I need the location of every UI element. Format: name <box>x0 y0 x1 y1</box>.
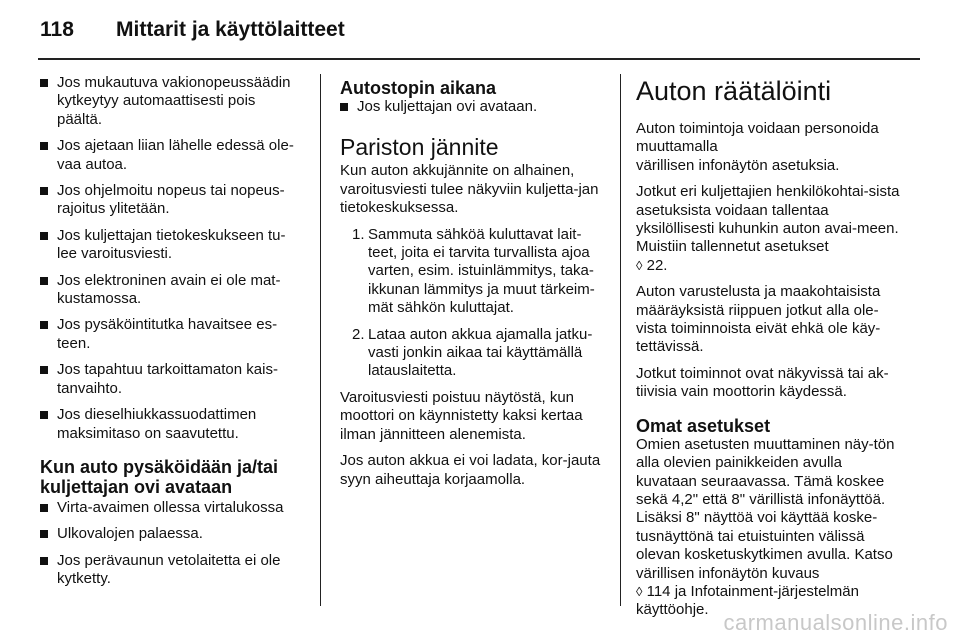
page-ref-icon: ◊ <box>636 583 643 599</box>
column-divider <box>320 74 321 606</box>
step-number: 2. <box>352 325 365 343</box>
column-3 <box>636 74 904 628</box>
list-item: Virta-avaimen ollessa virtalukossa <box>40 499 302 517</box>
list-item: Jos dieselhiukkassuodattimen maksimitaso on saavutettu. <box>40 406 302 443</box>
column-2 <box>340 74 604 497</box>
step-text: Lataa auton akkua ajamalla jatku-vasti jonkin aikaa tai käyttämällä latauslaitetta. <box>368 325 593 380</box>
bullet-list <box>40 499 302 589</box>
list-item: Jos kuljettajan tietokeskukseen tu-lee varoitusviesti. <box>40 227 302 264</box>
paragraph: Auton toimintoja voidaan personoida muuttamalla <box>636 120 879 156</box>
column-divider <box>620 74 621 606</box>
list-item: Jos pysäköintitutka havaitsee es-teen. <box>40 316 302 353</box>
page-number: 118 <box>40 18 74 41</box>
bullet-list <box>40 74 302 443</box>
section-heading: Pariston jännite <box>340 134 499 161</box>
list-item: Ulkovalojen palaessa. <box>40 525 302 543</box>
list-item: Jos ajetaan liian lähelle edessä ole-vaa autoa. <box>40 137 302 174</box>
paragraph: Kun auton akkujännite on alhainen, varoitusviesti tulee näkyviin kuljetta-jan tietokeskuksessa. <box>340 162 599 217</box>
page-ref[interactable]: 22. <box>646 256 668 274</box>
page-ref-icon: ◊ <box>636 257 643 273</box>
page-header <box>0 0 960 62</box>
list-item: Jos kuljettajan ovi avataan. <box>340 98 604 116</box>
paragraph <box>636 183 904 275</box>
watermark: carmanualsonline.info <box>723 610 948 635</box>
bullet-list <box>340 98 604 116</box>
step-number: 1. <box>352 225 365 243</box>
paragraph: Jos auton akkua ei voi ladata, kor-jauta syyn aiheuttaja korjaamolla. <box>340 452 601 488</box>
section-heading: Autostopin aikana <box>340 78 497 98</box>
list-item <box>340 326 604 381</box>
paragraph <box>636 436 904 620</box>
section-heading: Auton räätälöinti <box>636 76 832 106</box>
list-item: Jos perävaunun vetolaitetta ei ole kytketty. <box>40 552 302 589</box>
paragraph: Jotkut toiminnot ovat näkyvissä tai ak-tiivisia vain moottorin käydessä. <box>636 364 889 401</box>
list-item <box>340 226 604 318</box>
paragraph: värillisen infonäytön asetuksia. <box>636 156 840 174</box>
list-item: Jos tapahtuu tarkoittamaton kais-tanvaihto. <box>40 361 302 398</box>
numbered-list <box>340 226 604 381</box>
step-text: Sammuta sähköä kuluttavat lait-teet, joita ei tarvita turvallista ajoa varten, esim. istuinlämmitys, taka-ikkunan lämmitys ja muut tärkeim-mät sähkön kuluttajat. <box>368 225 595 317</box>
paragraph-text: Jotkut eri kuljettajien henkilökohtai-sista asetuksista voidaan tallentaa yksilöllisesti kuhunkin auton avai-meen. Muistiin tallennetut asetukset <box>636 183 900 256</box>
section-heading: Kun auto pysäköidään ja/tai kuljettajan ovi avataan <box>40 456 279 497</box>
page-title: Mittarit ja käyttölaitteet <box>116 18 345 41</box>
list-item: Jos elektroninen avain ei ole mat-kustamossa. <box>40 272 302 309</box>
paragraph-text: Omien asetusten muuttaminen näy-tön alla olevien painikkeiden avulla kuvataan seuraavassa. Tämä koskee sekä 4,2" että 8" värillistä infonäyttöä. Lisäksi 8" näyttöä voi käyttää koske-tusnäyttönä tai etuistuinten välissä olevan kosketuskytkimen avulla. Katso värillisen infonäytön kuvaus <box>636 435 895 582</box>
section-heading: Omat asetukset <box>636 415 771 436</box>
column-1 <box>40 74 302 597</box>
list-item: Jos mukautuva vakionopeussäädin kytkeytyy automaattisesti pois päältä. <box>40 74 302 129</box>
paragraph: Auton varustelusta ja maakohtaisista määräyksistä riippuen jotkut alla ole-vista toiminnoista eivät ehkä ole käy-tettävissä. <box>636 283 881 356</box>
list-item: Jos ohjelmoitu nopeus tai nopeus-rajoitus ylitetään. <box>40 182 302 219</box>
header-rule <box>38 58 920 60</box>
page-ref[interactable]: 114 ja Infotainment-järjestelmän käyttöohje. <box>636 582 859 619</box>
paragraph: Varoitusviesti poistuu näytöstä, kun moottori on käynnistetty kaksi kertaa ilman jännitteen alenemista. <box>340 388 583 443</box>
